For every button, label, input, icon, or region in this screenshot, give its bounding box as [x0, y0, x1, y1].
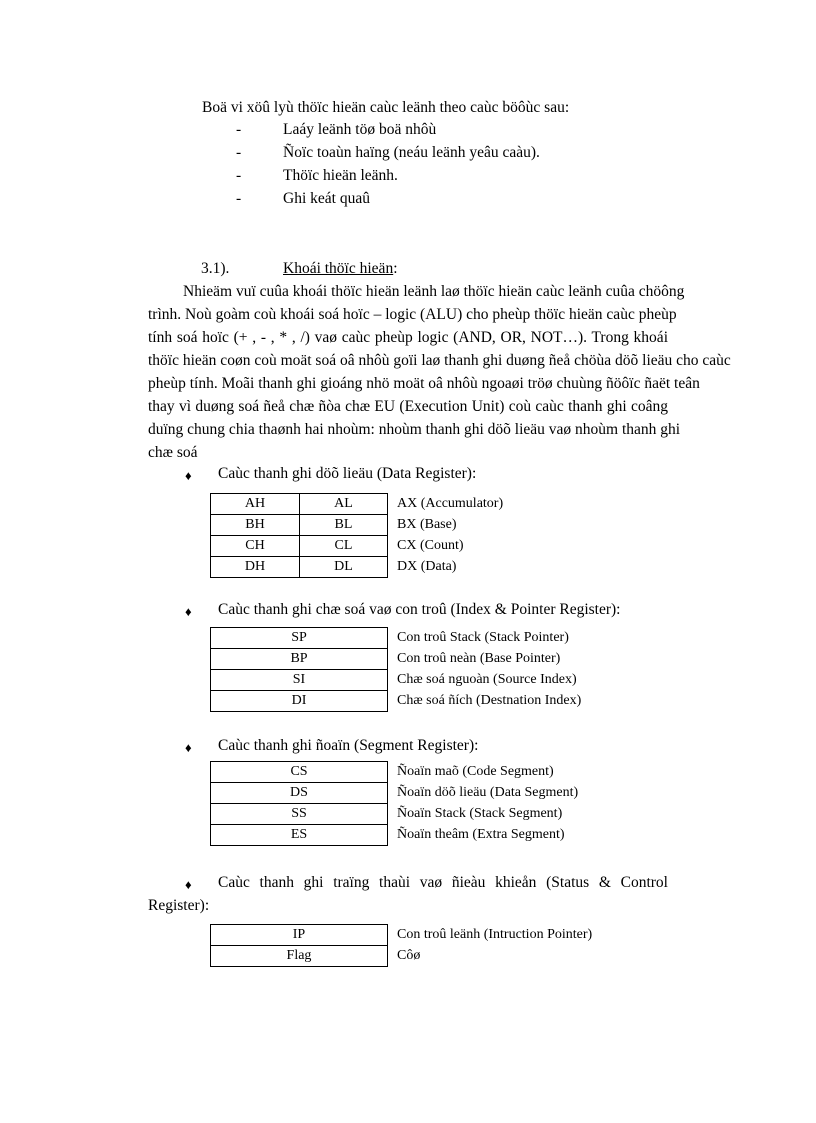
paragraph-line: thöïc hieän coøn coù moät soá oâ nhôù goïi laø thanh ghi duøng ñeå chöùa döõ lieäu cho caùc	[148, 352, 731, 369]
bullet-diamond-icon: ♦	[185, 740, 192, 755]
register-cell: BP	[211, 649, 388, 670]
register-cell: ES	[211, 825, 388, 846]
table-row	[211, 925, 388, 946]
table-row	[211, 628, 388, 649]
status-register-table	[210, 924, 388, 967]
index-register-table	[210, 627, 388, 712]
paragraph-line: thay vì duøng soá ñeå chæ ñòa chæ EU (Execution Unit) coù caùc thanh ghi coâng	[148, 398, 668, 415]
bullet-diamond-icon: ♦	[185, 604, 192, 619]
register-description: BX (Base)	[397, 517, 457, 532]
register-cell: CS	[211, 762, 388, 783]
register-description: Con troû leänh (Intruction Pointer)	[397, 927, 593, 942]
data-register-table	[210, 493, 388, 578]
table-row	[211, 691, 388, 712]
bullet-diamond-icon: ♦	[185, 877, 192, 892]
table-row	[211, 515, 388, 536]
paragraph-line: trình. Noù goàm coù khoái soá hoïc – logic (ALU) cho pheùp thöïc hieän caùc pheùp	[148, 306, 677, 323]
paragraph-line: duïng chung chia thaønh hai nhoùm: nhoùm thanh ghi döõ lieäu vaø nhoùm thanh ghi	[148, 421, 681, 438]
paragraph-line: Nhieäm vuï cuûa khoái thöïc hieän leänh laø thöïc hieän caùc leänh cuûa chöông	[183, 283, 685, 300]
register-description: DX (Data)	[397, 559, 457, 574]
status-register-heading-cont: Register):	[148, 897, 210, 914]
register-description: AX (Accumulator)	[397, 496, 504, 511]
register-cell: DI	[211, 691, 388, 712]
register-description: Chæ soá ñích (Destnation Index)	[397, 693, 582, 708]
table-row	[211, 783, 388, 804]
status-register-heading: Caùc thanh ghi traïng thaùi vaø ñieàu khieån (Status & Control	[218, 874, 668, 891]
section-title-text: Khoái thöïc hieän	[283, 260, 394, 277]
table-row	[211, 825, 388, 846]
register-description: Ñoaïn maõ (Code Segment)	[397, 764, 554, 779]
register-cell: SS	[211, 804, 388, 825]
register-cell: BH	[211, 515, 300, 536]
paragraph-line: chæ soá	[148, 444, 198, 461]
table-row	[211, 649, 388, 670]
step-item: Ghi keát quaû	[283, 190, 370, 207]
table-row	[211, 762, 388, 783]
register-description: Côø	[397, 948, 421, 963]
register-description: CX (Count)	[397, 538, 464, 553]
table-row	[211, 946, 388, 967]
register-description: Con troû neàn (Base Pointer)	[397, 651, 561, 666]
step-item: Laáy leänh töø boä nhôù	[283, 121, 437, 138]
step-dash: -	[236, 121, 242, 138]
register-cell: DS	[211, 783, 388, 804]
table-row	[211, 494, 388, 515]
register-description: Con troû Stack (Stack Pointer)	[397, 630, 569, 645]
register-description: Ñoaïn Stack (Stack Segment)	[397, 806, 563, 821]
register-cell: BL	[300, 515, 388, 536]
register-cell: SI	[211, 670, 388, 691]
register-description: Ñoaïn döõ lieäu (Data Segment)	[397, 785, 579, 800]
segment-register-table	[210, 761, 388, 846]
register-cell: AL	[300, 494, 388, 515]
register-cell: CL	[300, 536, 388, 557]
register-cell: Flag	[211, 946, 388, 967]
index-register-heading: Caùc thanh ghi chæ soá vaø con troû (Index & Pointer Register):	[218, 601, 621, 618]
segment-register-heading: Caùc thanh ghi ñoaïn (Segment Register):	[218, 737, 479, 754]
step-dash: -	[236, 167, 242, 184]
table-row	[211, 804, 388, 825]
register-description: Chæ soá nguoàn (Source Index)	[397, 672, 577, 687]
section-number: 3.1).	[201, 260, 230, 277]
paragraph-line: tính soá hoïc (+ , - , * , /) vaø caùc pheùp logic (AND, OR, NOT…). Trong khoái	[148, 329, 668, 346]
table-row	[211, 670, 388, 691]
step-item: Ñoïc toaùn haïng (neáu leänh yeâu caàu).	[283, 144, 540, 161]
data-register-heading: Caùc thanh ghi döõ lieäu (Data Register):	[218, 465, 477, 482]
table-row	[211, 557, 388, 578]
step-item: Thöïc hieän leänh.	[283, 167, 398, 184]
register-description: Ñoaïn theâm (Extra Segment)	[397, 827, 565, 842]
register-cell: DL	[300, 557, 388, 578]
register-cell: CH	[211, 536, 300, 557]
table-row	[211, 536, 388, 557]
section-title	[283, 258, 398, 280]
register-cell: DH	[211, 557, 300, 578]
bullet-diamond-icon: ♦	[185, 468, 192, 483]
step-dash: -	[236, 190, 242, 207]
paragraph-line: pheùp tính. Moãi thanh ghi gioáng nhö moät oâ nhôù ngoaøi tröø chuùng ñöôïc ñaët teân	[148, 375, 700, 392]
step-dash: -	[236, 144, 242, 161]
register-cell: IP	[211, 925, 388, 946]
register-cell: AH	[211, 494, 300, 515]
register-cell: SP	[211, 628, 388, 649]
intro-text: Boä vi xöû lyù thöïc hieän caùc leänh theo caùc böôùc sau:	[202, 99, 570, 116]
section-title-colon: :	[393, 260, 398, 277]
